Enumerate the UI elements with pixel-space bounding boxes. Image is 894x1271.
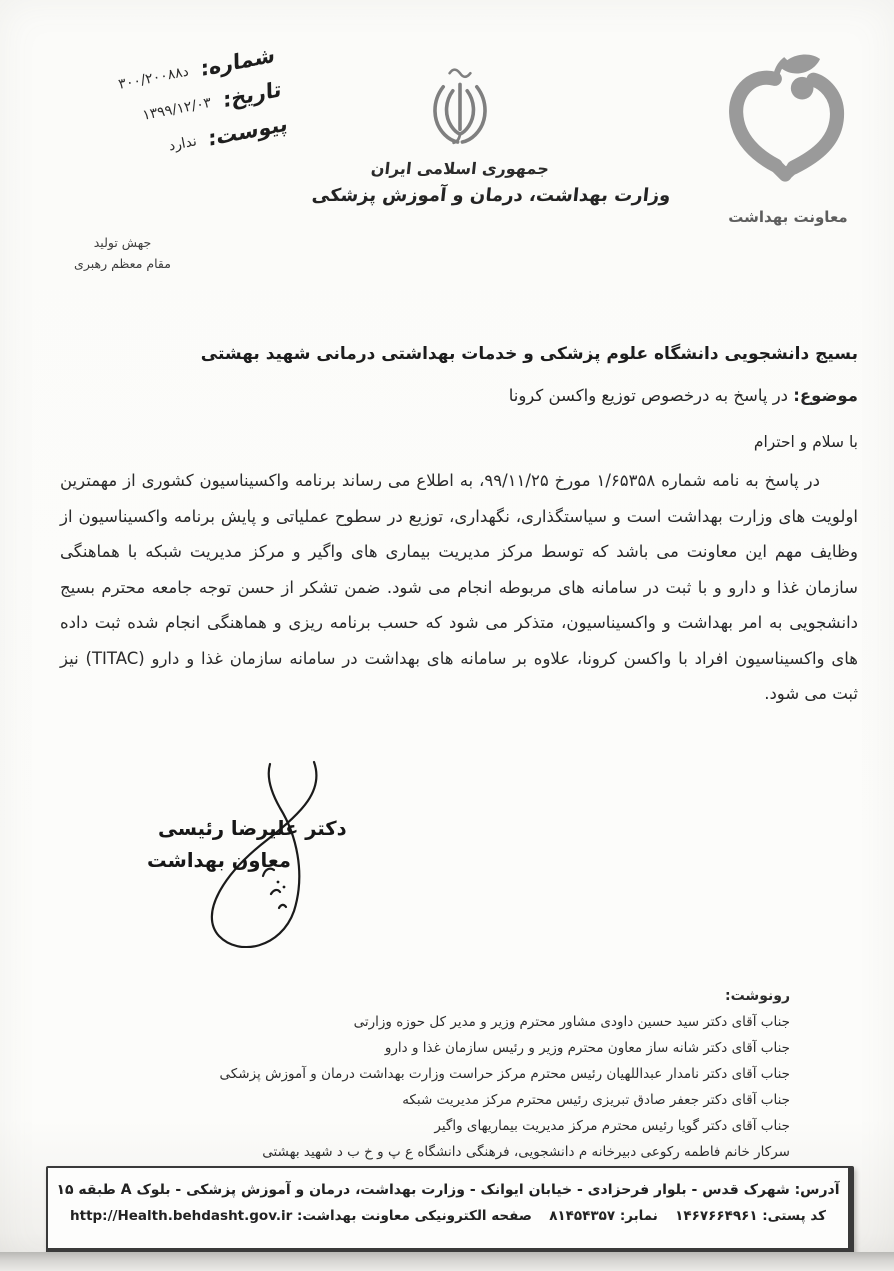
- cc-item: جناب آقای دکتر سید حسین داودی مشاور محترم وزیر و مدیر کل حوزه وزارتی: [353, 1014, 790, 1030]
- cc-item: جناب آقای دکتر نامدار عبداللهیان رئیس محترم مرکز حراست وزارت بهداشت درمان و آموزش پزشکی: [219, 1066, 790, 1082]
- letter-number-value: د۳۰۰/۲۰۰۸۸: [117, 63, 190, 93]
- fax-label: نمابر:: [619, 1208, 658, 1224]
- footer-contact-box: [46, 1166, 854, 1255]
- slogan-line1: جهش تولید: [93, 235, 152, 250]
- letter-attachment-value: ندارد: [167, 133, 199, 155]
- deputy-logo-block: [712, 50, 864, 226]
- postal-code-segment: [675, 1208, 826, 1224]
- cc-section: [219, 988, 790, 1165]
- letter-attachment-label: پیوست:: [208, 111, 288, 152]
- cc-heading: رونوشت:: [725, 988, 790, 1004]
- letter-content: [60, 344, 858, 712]
- slogan-line2: مقام معظم رهبری: [74, 256, 171, 271]
- cc-item: جناب آقای دکتر گویا رئیس محترم مرکز مدیریت بیماریهای واگیر: [434, 1118, 790, 1134]
- letter-date-label: تاریخ:: [222, 76, 282, 113]
- subject-text: در پاسخ به درخصوص توزیع واکسن کرونا: [508, 386, 794, 405]
- signer-name: دکتر علیرضا رئیسی: [158, 817, 347, 840]
- cc-item: جناب آقای دکتر شانه ساز معاون محترم وزیر و رئیس سازمان غذا و دارو: [384, 1040, 790, 1056]
- scan-edge-shadow: [0, 1252, 894, 1271]
- deputy-logo-caption: معاونت بهداشت: [728, 208, 848, 226]
- fax-segment: [549, 1208, 658, 1224]
- letter-body-paragraph: در پاسخ به نامه شماره ۱/۶۵۳۵۸ مورخ ۹۹/۱۱/۲۵، به اطلاع می رساند برنامه واکسیناسیون کشوری از مهمترین اولویت های وزارت بهداشت است و سیاستگذاری، نگهداری، توزیع در سطوح عملیاتی و پایش برنامه واکسیناسیون از وظایف مهم این معاونت می باشد که توسط مرکز مدیریت بیماری های واگیر و مرکز مدیریت شبکه با هماهنگی سازمان غذا و دارو و با ثبت در سامانه های مربوطه انجام می شود. ضمن تشکر از حسن توجه جامعه محترم بسیج دانشجویی به امر بهداشت و واکسیناسیون، متذکر می شود که حسب برنامه ریزی و هماهنگی انجام شده ثبت داده های واکسیناسیون افراد با واکسن کرونا، علاوه بر سامانه های بهداشت در سامانه سازمان غذا و دارو (TITAC) نیز ثبت می شود.: [60, 471, 858, 703]
- national-header: [310, 64, 672, 206]
- recipient-line: بسیج دانشجویی دانشگاه علوم پزشکی و خدمات بهداشتی درمانی شهید بهشتی: [200, 344, 858, 364]
- subject-line: [60, 386, 858, 405]
- letter-date-value: ۱۳۹۹/۱۲/۰۳: [141, 94, 213, 124]
- subject-label: موضوع:: [793, 386, 858, 405]
- postal-value: ۱۴۶۷۶۶۴۹۶۱: [675, 1208, 758, 1224]
- signer-title: معاون بهداشت: [147, 849, 291, 872]
- website-label: صفحه الکترونیکی معاونت بهداشت:: [297, 1208, 532, 1224]
- postal-label: کد پستی:: [762, 1208, 826, 1224]
- health-deputy-apple-logo-icon: [722, 50, 854, 200]
- address-line: آدرس: شهرک قدس - بلوار فرحزادی - خیابان ایوانک - وزارت بهداشت، درمان و آموزش پزشکی - بلوک A طبقه ۱۵: [56, 1182, 840, 1198]
- contact-line: [48, 1208, 848, 1224]
- iran-national-emblem-icon: [424, 64, 496, 156]
- salutation-line: با سلام و احترام: [753, 433, 858, 451]
- fax-value: ۸۱۴۵۴۳۵۷: [549, 1208, 616, 1224]
- website-url: http://Health.behdasht.gov.ir: [70, 1208, 293, 1224]
- ministry-title: وزارت بهداشت، درمان و آموزش پزشکی: [310, 185, 672, 206]
- website-segment: [70, 1208, 532, 1224]
- country-title: جمهوری اسلامی ایران: [370, 159, 550, 178]
- letter-meta-block: [17, 43, 292, 196]
- cc-item: جناب آقای دکتر جعفر صادق تبریزی رئیس محترم مرکز مدیریت شبکه: [402, 1092, 790, 1108]
- cc-item: سرکار خانم فاطمه رکوعی دبیرخانه م دانشجویی، فرهنگی دانشگاه ع پ و خ ب د شهید بهشتی: [262, 1144, 790, 1160]
- letter-number-label: شماره:: [200, 42, 275, 82]
- year-slogan: [50, 232, 195, 274]
